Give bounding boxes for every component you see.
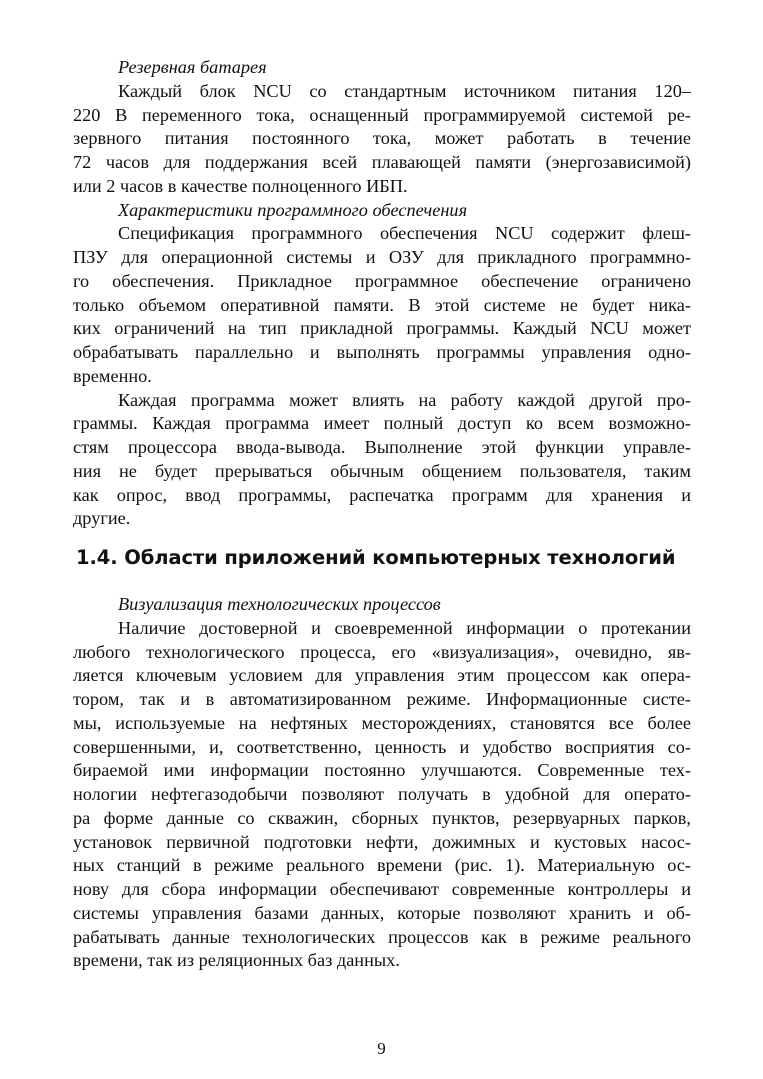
paragraph-line: нологии нефтегазодобычи позволяют получать в удобной для операто-: [73, 784, 691, 804]
paragraph-line: граммы. Каждая программа имеет полный доступ ко всем возможно-: [73, 413, 691, 434]
paragraph-line: тором, так и в автоматизированном режиме. Информационные систе-: [73, 689, 691, 709]
section-title-1-4: 1.4. Области приложений компьютерных технологий: [76, 546, 676, 569]
subheading-backup-battery: Резервная батарея: [118, 57, 267, 77]
paragraph-line: любого технологического процесса, его «визуализация», очевидно, яв-: [73, 641, 691, 662]
paragraph-line: Спецификация программного обеспечения NCU содержит флеш-: [118, 223, 691, 244]
paragraph-line: ния не будет прерываться обычным общением пользователя, таким: [73, 460, 691, 481]
section-backup-battery: [73, 56, 691, 199]
paragraph-line: Наличие достоверной и своевременной информации о протекании: [118, 617, 691, 638]
paragraph-line: или 2 часов в качестве полноценного ИБП.: [73, 175, 408, 196]
paragraph-line: временно.: [73, 365, 152, 386]
paragraph-line: другие.: [73, 508, 131, 529]
paragraph-line: зервного питания постоянного тока, может работать в течение: [73, 128, 691, 149]
paragraph-line: ПЗУ для операционной системы и ОЗУ для прикладного программно-: [73, 247, 691, 267]
paragraph-line: стям процессора ввода-вывода. Выполнение этой функции управле-: [73, 437, 691, 457]
paragraph-line: го обеспечения. Прикладное программное обеспечение ограничено: [73, 270, 691, 291]
subheading-software-characteristics: Характеристики программного обеспечения: [118, 199, 468, 220]
paragraph-line: Каждый блок NCU со стандартным источником питания 120–: [118, 80, 691, 101]
paragraph-line: как опрос, ввод программы, распечатка программ для хранения и: [73, 484, 691, 505]
paragraph-line: ных станций в режиме реального времени (рис. 1). Материальную ос-: [73, 855, 691, 876]
paragraph-line: ких ограничений на тип прикладной программы. Каждый NCU может: [73, 318, 691, 339]
page-number: 9: [377, 1039, 386, 1058]
section-visualization: [73, 593, 691, 973]
paragraph-line: 72 часов для поддержания всей плавающей памяти (энергозависимой): [73, 152, 691, 172]
paragraph-line: системы управления базами данных, которые позволяют хранить и об-: [73, 902, 691, 923]
paragraph-line: Каждая программа может влиять на работу каждой другой про-: [118, 389, 691, 410]
paragraph-line: времени, так из реляционных баз данных.: [73, 950, 400, 971]
paragraph-line: 220 В переменного тока, оснащенный программируемой системой ре-: [73, 104, 691, 125]
subheading-visualization: Визуализация технологических процессов: [118, 594, 441, 614]
page-body: [73, 56, 691, 973]
paragraph-line: только объемом оперативной памяти. В этой системе не будет ника-: [73, 294, 691, 315]
section-software-characteristics: [73, 199, 691, 532]
paragraph-line: совершенными, и, соответственно, ценность и удобство восприятия со-: [73, 736, 691, 757]
paragraph-line: ляется ключевым условием для управления этим процессом как опера-: [73, 665, 691, 686]
paragraph-line: рабатывать данные технологических процессов как в режиме реального: [73, 926, 691, 947]
paragraph-line: мы, используемые на нефтяных месторождениях, становятся все более: [73, 712, 691, 733]
paragraph-line: обрабатывать параллельно и выполнять программы управления одно-: [73, 342, 691, 362]
paragraph-line: нову для сбора информации обеспечивают современные контроллеры и: [73, 879, 691, 899]
paragraph-line: бираемой ими информации постоянно улучшаются. Современные тех-: [73, 760, 691, 781]
paragraph-line: ра форме данные со скважин, сборных пунктов, резервуарных парков,: [73, 807, 691, 828]
paragraph-line: установок первичной подготовки нефти, дожимных и кустовых насос-: [73, 831, 691, 852]
